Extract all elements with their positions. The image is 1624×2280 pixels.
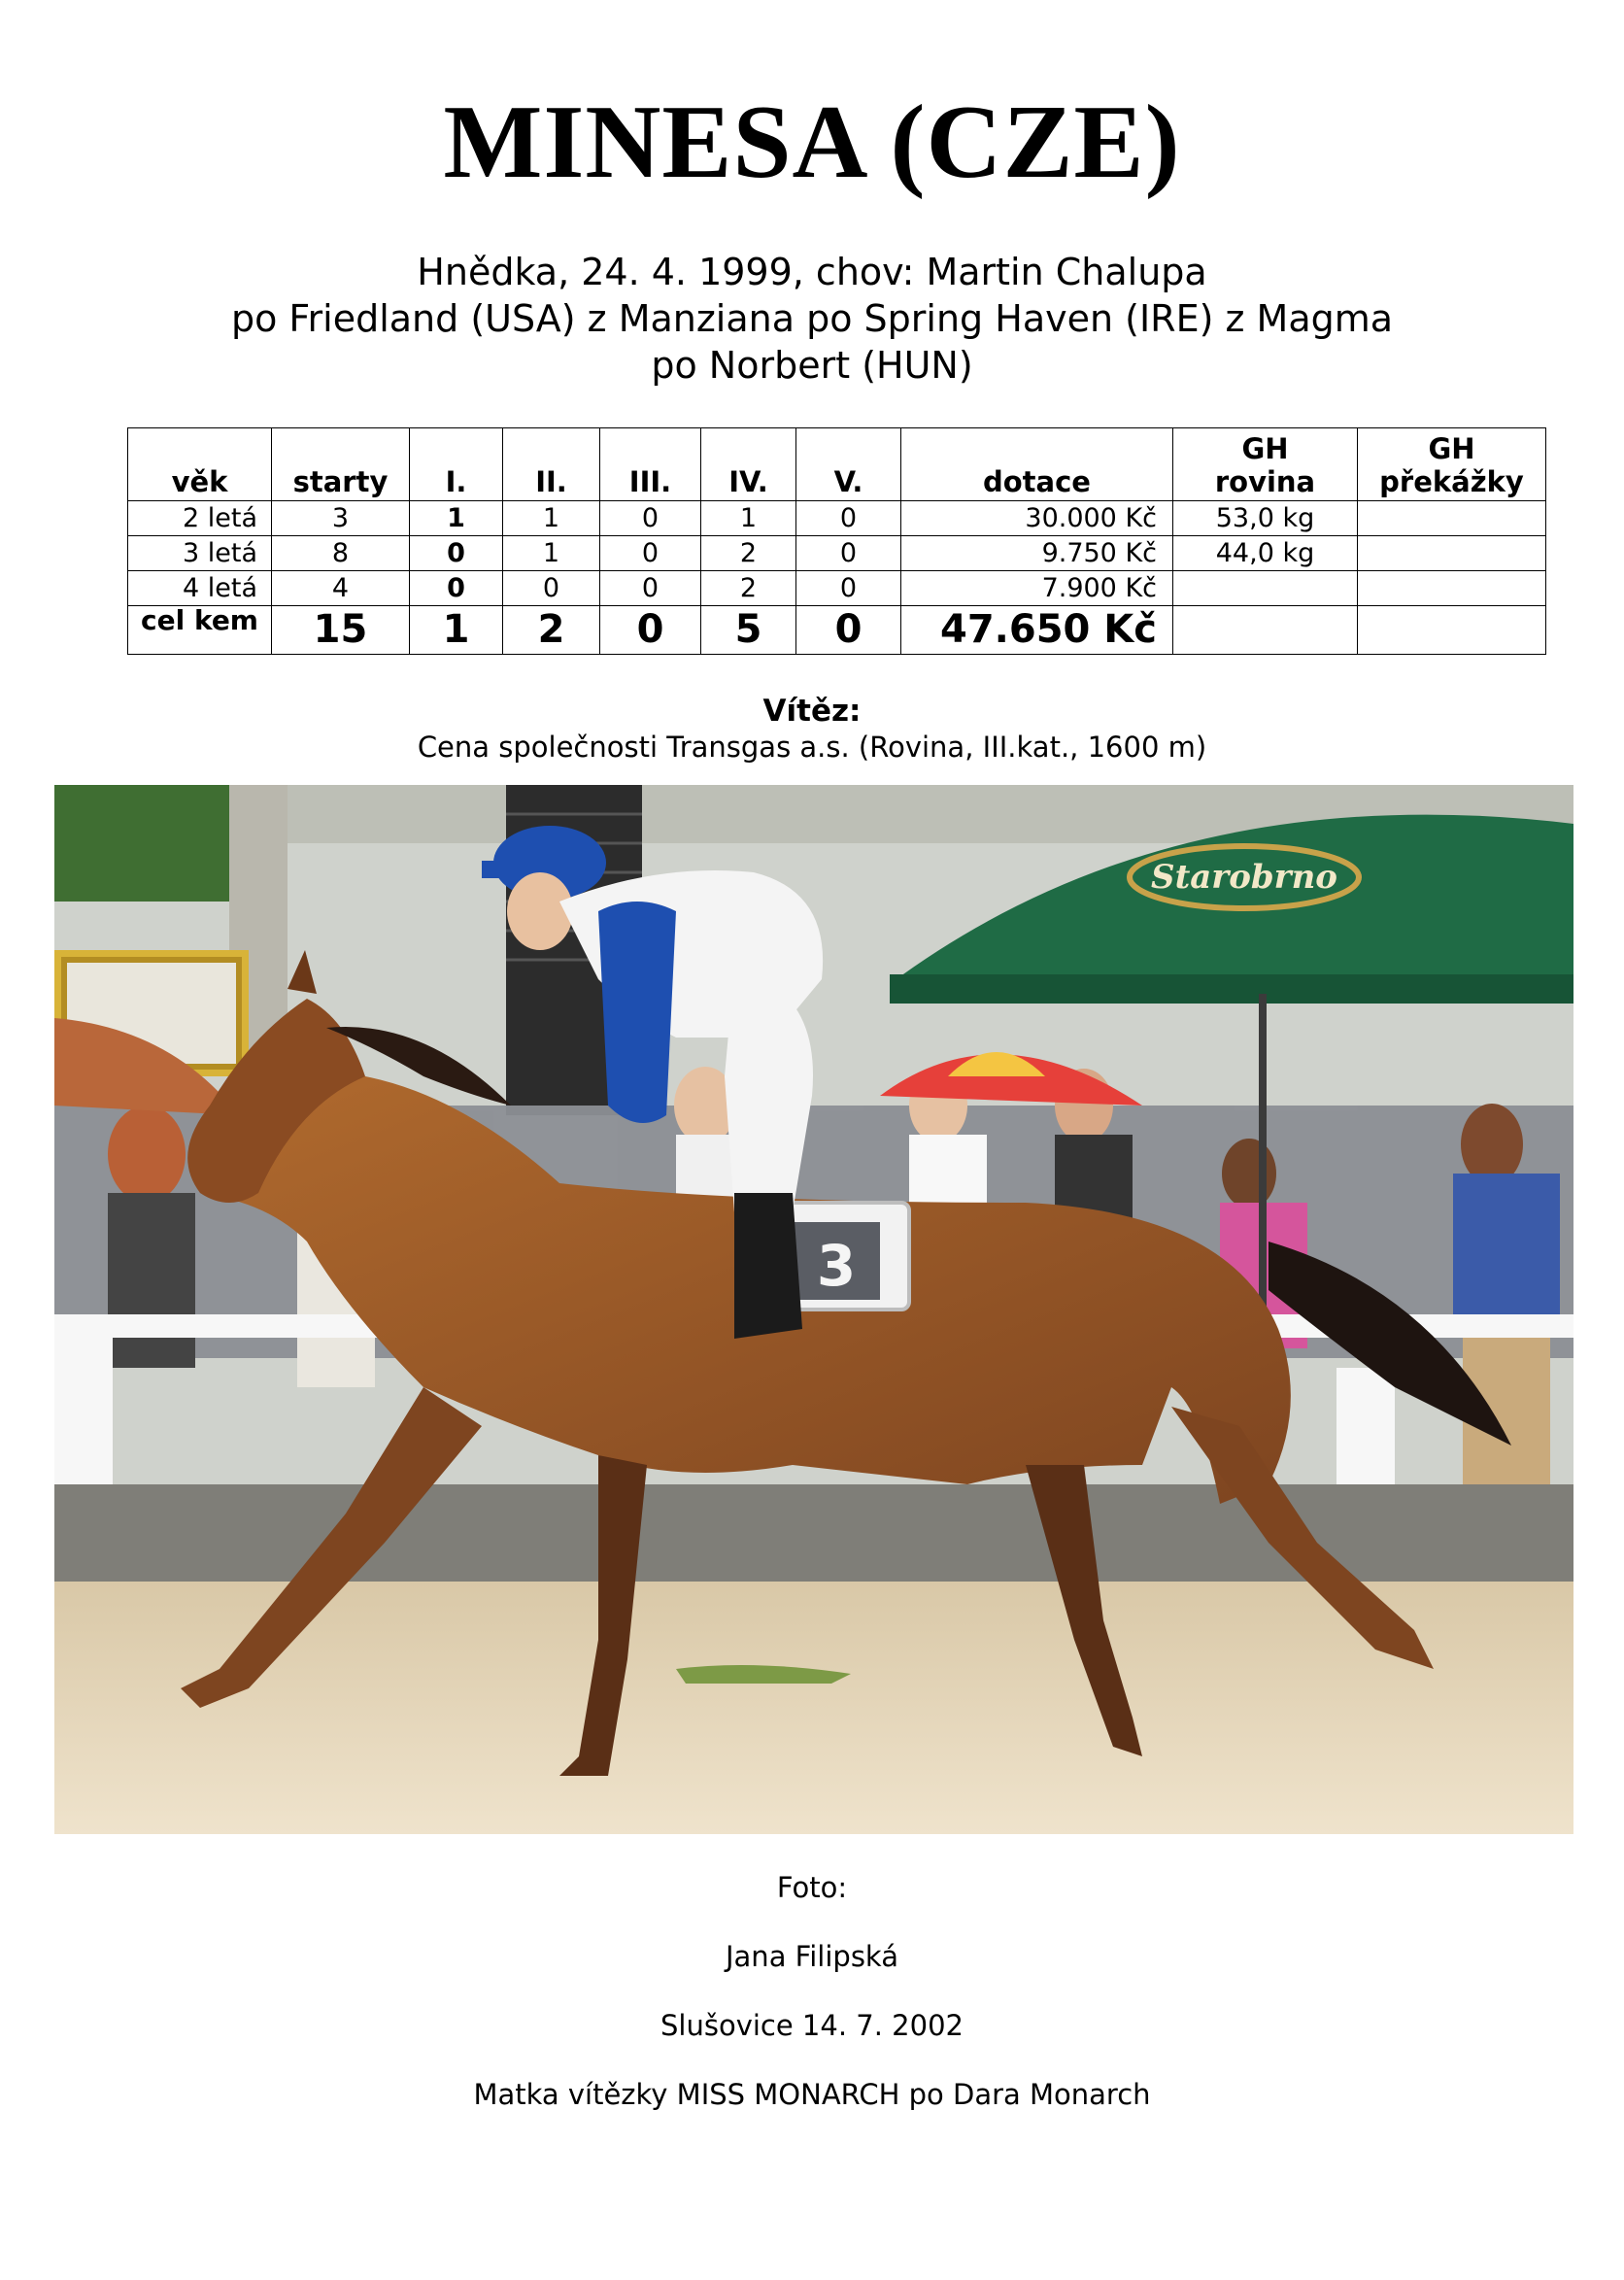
- cell-gh-flat: 53,0 kg: [1173, 501, 1358, 536]
- table-row: [128, 571, 1546, 606]
- header-gh-jump: [1358, 428, 1546, 501]
- header-gh-jump-1: GH: [1428, 432, 1475, 465]
- race-photo: [54, 785, 1573, 1834]
- cell-place-3: 0: [600, 571, 701, 606]
- cell-prize: 7.900 Kč: [901, 571, 1173, 606]
- table-total-row: [128, 606, 1546, 655]
- cell-place-2: 1: [503, 536, 600, 571]
- cell-gh-flat: 44,0 kg: [1173, 536, 1358, 571]
- cell-place-2: 1: [503, 501, 600, 536]
- cell-age: 2 letá: [128, 501, 272, 536]
- cell-total-place-2: 2: [503, 606, 600, 655]
- header-place-1: I.: [410, 428, 503, 501]
- header-starts: starty: [272, 428, 410, 501]
- header-gh-flat: [1173, 428, 1358, 501]
- header-place-3: III.: [600, 428, 701, 501]
- cell-place-5: 0: [796, 571, 901, 606]
- cell-total-label: cel kem: [128, 606, 272, 655]
- cell-place-3: 0: [600, 536, 701, 571]
- header-gh-jump-2: překážky: [1379, 465, 1524, 498]
- cell-starts: 8: [272, 536, 410, 571]
- header-place-5: V.: [796, 428, 901, 501]
- table-row: [128, 536, 1546, 571]
- race-stats-table: [127, 427, 1546, 655]
- header-age: věk: [128, 428, 272, 501]
- cell-place-1: 0: [410, 571, 503, 606]
- cell-starts: 4: [272, 571, 410, 606]
- caption-place-date: Slušovice 14. 7. 2002: [660, 2009, 964, 2042]
- cell-place-4: 1: [701, 501, 796, 536]
- header-place-4: IV.: [701, 428, 796, 501]
- header-place-2: II.: [503, 428, 600, 501]
- page-title: MINESA (CZE): [443, 85, 1181, 200]
- header-gh-flat-2: rovina: [1214, 465, 1316, 498]
- winner-label: Vítěz:: [762, 694, 862, 729]
- cell-place-1: 0: [410, 536, 503, 571]
- cell-age: 4 letá: [128, 571, 272, 606]
- cell-place-2: 0: [503, 571, 600, 606]
- info-line-color-birth-breeder: Hnědka, 24. 4. 1999, chov: Martin Chalupa: [417, 251, 1207, 293]
- cell-total-place-5: 0: [796, 606, 901, 655]
- cell-total-gh-flat: [1173, 606, 1358, 655]
- cell-place-4: 2: [701, 536, 796, 571]
- cell-prize: 30.000 Kč: [901, 501, 1173, 536]
- cell-place-5: 0: [796, 536, 901, 571]
- cell-total-place-4: 5: [701, 606, 796, 655]
- info-line-pedigree: po Friedland (USA) z Manziana po Spring Haven (IRE) z Magma: [230, 297, 1394, 340]
- cell-total-prize: 47.650 Kč: [901, 606, 1173, 655]
- cell-place-3: 0: [600, 501, 701, 536]
- header-gh-flat-1: GH: [1241, 432, 1289, 465]
- cell-gh-jump: [1358, 536, 1546, 571]
- saddle-number: 3: [816, 1233, 857, 1299]
- caption-photographer: Jana Filipská: [725, 1940, 898, 1973]
- cell-total-place-3: 0: [600, 606, 701, 655]
- cell-total-gh-jump: [1358, 606, 1546, 655]
- cell-place-4: 2: [701, 571, 796, 606]
- header-prize: dotace: [901, 428, 1173, 501]
- cell-gh-jump: [1358, 571, 1546, 606]
- info-line-pedigree-cont: po Norbert (HUN): [651, 344, 973, 387]
- table-header-row: [128, 428, 1546, 501]
- winner-race: Cena společnosti Transgas a.s. (Rovina, III.kat., 1600 m): [417, 731, 1207, 764]
- cell-place-5: 0: [796, 501, 901, 536]
- caption-dam-note: Matka vítězky MISS MONARCH po Dara Monarch: [473, 2078, 1151, 2111]
- cell-total-starts: 15: [272, 606, 410, 655]
- cell-starts: 3: [272, 501, 410, 536]
- umbrella-brand-text: Starobrno: [1151, 858, 1337, 897]
- cell-prize: 9.750 Kč: [901, 536, 1173, 571]
- cell-gh-jump: [1358, 501, 1546, 536]
- cell-total-place-1: 1: [410, 606, 503, 655]
- cell-place-1: 1: [410, 501, 503, 536]
- table-row: [128, 501, 1546, 536]
- caption-foto-label: Foto:: [776, 1871, 848, 1904]
- cell-gh-flat: [1173, 571, 1358, 606]
- cell-age: 3 letá: [128, 536, 272, 571]
